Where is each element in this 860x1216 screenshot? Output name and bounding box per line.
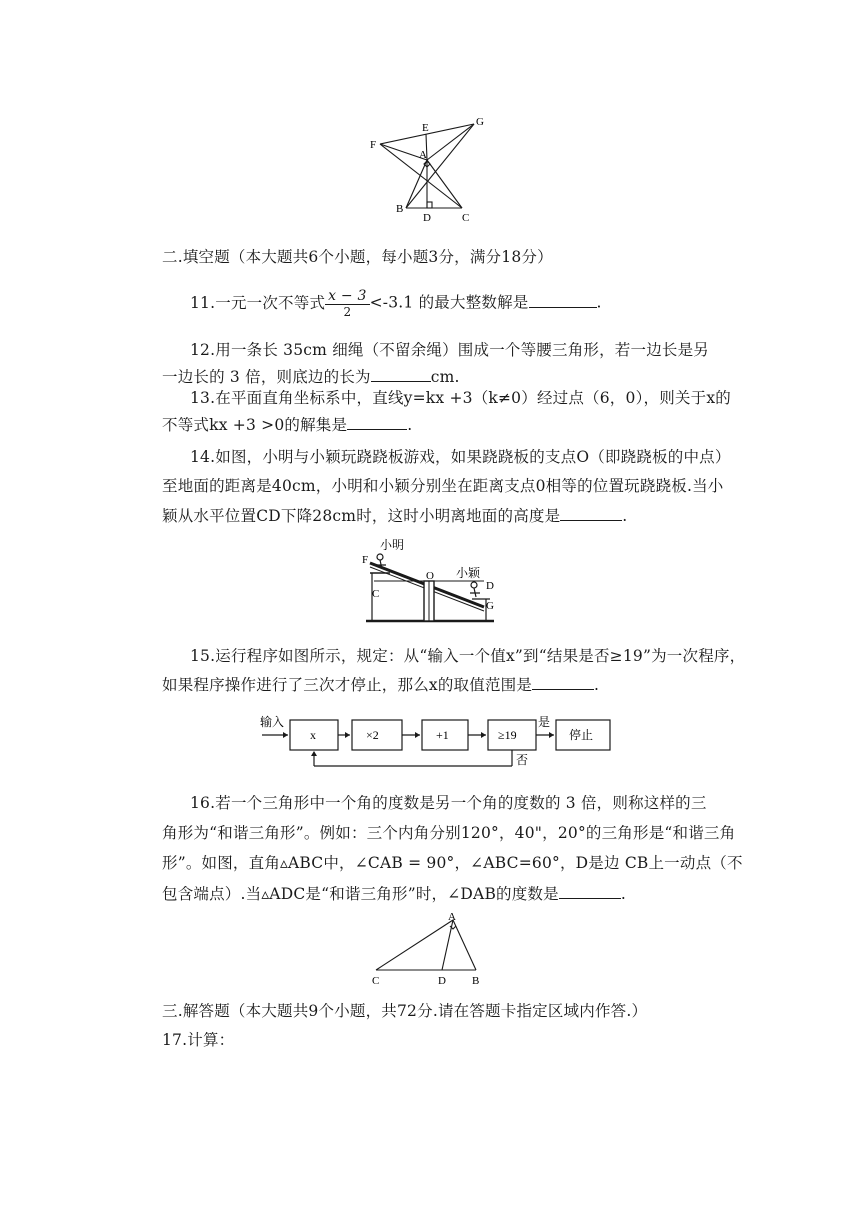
question-11: 11.一元一次不等式 $\frac{x - 3}{2}$ <-3.1 的最大整数解是 . bbox=[190, 288, 602, 319]
label-xiaoming: 小明 bbox=[380, 538, 405, 552]
label-E: E bbox=[422, 122, 429, 134]
answer-blank-13[interactable] bbox=[347, 414, 407, 430]
label-C: C bbox=[372, 975, 380, 986]
flow-input-label: 输入 bbox=[260, 715, 285, 729]
label-D: D bbox=[438, 975, 446, 986]
flow-no-label: 否 bbox=[516, 753, 529, 767]
answer-blank-14[interactable] bbox=[560, 505, 622, 521]
answer-blank-11[interactable] bbox=[529, 292, 597, 308]
geometry-figure-top bbox=[366, 112, 496, 224]
answer-blank-15[interactable] bbox=[532, 674, 594, 690]
fraction: $\frac{x - 3}{2}$ bbox=[325, 288, 369, 319]
question-17: 17.计算： bbox=[162, 1031, 235, 1049]
label-xiaoying: 小颖 bbox=[456, 566, 481, 580]
flow-box4-text: ≥19 bbox=[498, 728, 517, 742]
section2-heading: 二.填空题（本大题共6个小题，每小题3分，满分18分） bbox=[162, 248, 553, 266]
flow-box3-text: +1 bbox=[436, 728, 449, 742]
label-C: C bbox=[372, 588, 380, 600]
flow-box1-text: x bbox=[310, 728, 316, 742]
label-A: A bbox=[419, 149, 427, 161]
label-A: A bbox=[448, 912, 456, 923]
label-F: F bbox=[370, 139, 377, 151]
label-G: G bbox=[486, 600, 494, 612]
question-14: 14.如图，小明与小颖玩跷跷板游戏，如果跷跷板的支点O（即跷跷板的中点） 至地面的距离是40cm，小明和小颖分别坐在距离支点0相等的位置玩跷跷板.当小 颖从水平位置CD下降28cm时，这时小明离地面的高度是 . bbox=[162, 448, 731, 525]
program-flowchart bbox=[258, 712, 620, 774]
question-15: 15.运行程序如图所示，规定：从“输入一个值x”到“结果是否≥19”为一次程序， 如果程序操作进行了三次才停止，那么x的取值范围是 . bbox=[162, 647, 746, 694]
label-D: D bbox=[423, 212, 431, 224]
label-O: O bbox=[426, 570, 434, 582]
label-B: B bbox=[472, 975, 480, 986]
seesaw-figure bbox=[360, 537, 500, 625]
label-G: G bbox=[476, 116, 484, 128]
question-12: 12.用一条长 35cm 细绳（不留余绳）围成一个等腰三角形，若一边长是另 一边长的 3 倍，则底边的长为 cm. bbox=[162, 341, 710, 386]
flow-box2-text: ×2 bbox=[366, 728, 379, 742]
triangle-figure bbox=[368, 912, 490, 986]
label-C: C bbox=[462, 212, 470, 224]
flow-yes-label: 是 bbox=[538, 715, 551, 729]
question-13: 13.在平面直角坐标系中，直线y=kx +3（k≠0）经过点（6，0），则关于x的 不等式kx +3 >0的解集是 . bbox=[162, 389, 731, 434]
flow-box5-text: 停止 bbox=[569, 728, 594, 742]
answer-blank-12[interactable] bbox=[371, 366, 431, 382]
label-D: D bbox=[486, 580, 494, 592]
label-F: F bbox=[362, 554, 369, 566]
section3-heading: 三.解答题（本大题共9个小题，共72分.请在答题卡指定区域内作答.） 17.计算： bbox=[162, 1001, 742, 1050]
question-16: 16.若一个三角形中一个角的度数是另一个角的度数的 3 倍，则称这样的三 角形为“和谐三角形”。例如：三个内角分别120°，40"，20°的三角形是“和谐三角 形”。如图，直角▵ABC中，∠CAB = 90°，∠ABC=60°，D是边 CB上一动点（不 包含端点）.当▵ADC是“和谐三角形”时，∠DAB的度数是 . bbox=[162, 794, 743, 903]
label-B: B bbox=[396, 203, 404, 215]
answer-blank-16[interactable] bbox=[559, 883, 621, 899]
